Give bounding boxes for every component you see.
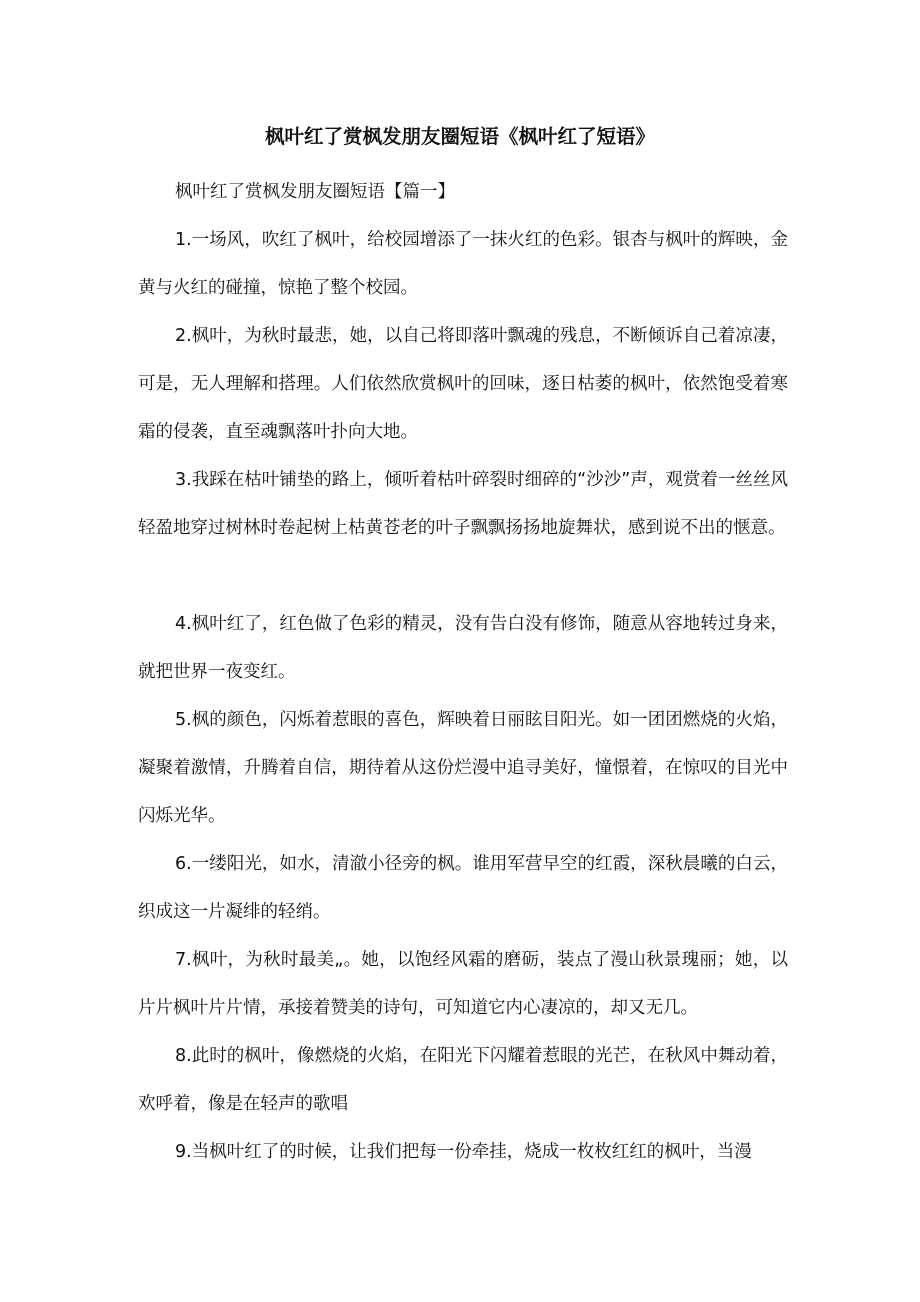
paragraph-5: 5.枫的颜色，闪烁着惹眼的喜色，辉映着日丽眩目阳光。如一团团燃烧的火焰，凝聚着激情，升腾着自信，期待着从这份烂漫中追寻美好，憧憬着，在惊叹的目光中闪烁光华。	[138, 710, 788, 826]
document-title: 枫叶红了赏枫发朋友圈短语《枫叶红了短语》	[264, 125, 655, 148]
paragraph-2: 2.枫叶，为秋时最悲，她，以自己将即落叶飘魂的残息，不断倾诉自己着凉凄，可是，无人理解和搭理。人们依然欣赏枫叶的回味，逐日枯萎的枫叶，依然饱受着寒霜的侵袭，直至魂飘落叶扑向大地。	[138, 326, 788, 442]
section-heading: 枫叶红了赏枫发朋友圈短语【篇一】	[175, 182, 455, 202]
paragraph-9: 9.当枫叶红了的时候，让我们把每一份牵挂，烧成一枚枚红红的枫叶，当漫	[175, 1142, 752, 1162]
paragraph-1: 1.一场风，吹红了枫叶，给校园增添了一抹火红的色彩。银杏与枫叶的辉映，金黄与火红的碰撞，惊艳了整个校园。	[138, 230, 788, 298]
paragraph-8: 8.此时的枫叶，像燃烧的火焰，在阳光下闪耀着惹眼的光芒，在秋风中舞动着，欢呼着，像是在轻声的歌唱	[138, 1046, 788, 1114]
paragraph-6: 6.一缕阳光，如水，清澈小径旁的枫。谁用军营早空的红霞，深秋晨曦的白云，织成这一片凝绯的轻绡。	[138, 854, 788, 922]
paragraph-7: 7.枫叶，为秋时最美„。她，以饱经风霜的磨砺，装点了漫山秋景瑰丽；她，以片片枫叶片片情，承接着赞美的诗句，可知道它内心凄凉的，却又无几。	[138, 950, 788, 1018]
paragraph-3: 3.我踩在枯叶铺垫的路上，倾听着枯叶碎裂时细碎的“沙沙”声，观赏着一丝丝风轻盈地穿过树林时卷起树上枯黄苍老的叶子飘飘扬扬地旋舞状，感到说不出的惬意。	[138, 470, 788, 538]
paragraph-4: 4.枫叶红了，红色做了色彩的精灵，没有告白没有修饰，随意从容地转过身来，就把世界一夜变红。	[138, 614, 788, 682]
